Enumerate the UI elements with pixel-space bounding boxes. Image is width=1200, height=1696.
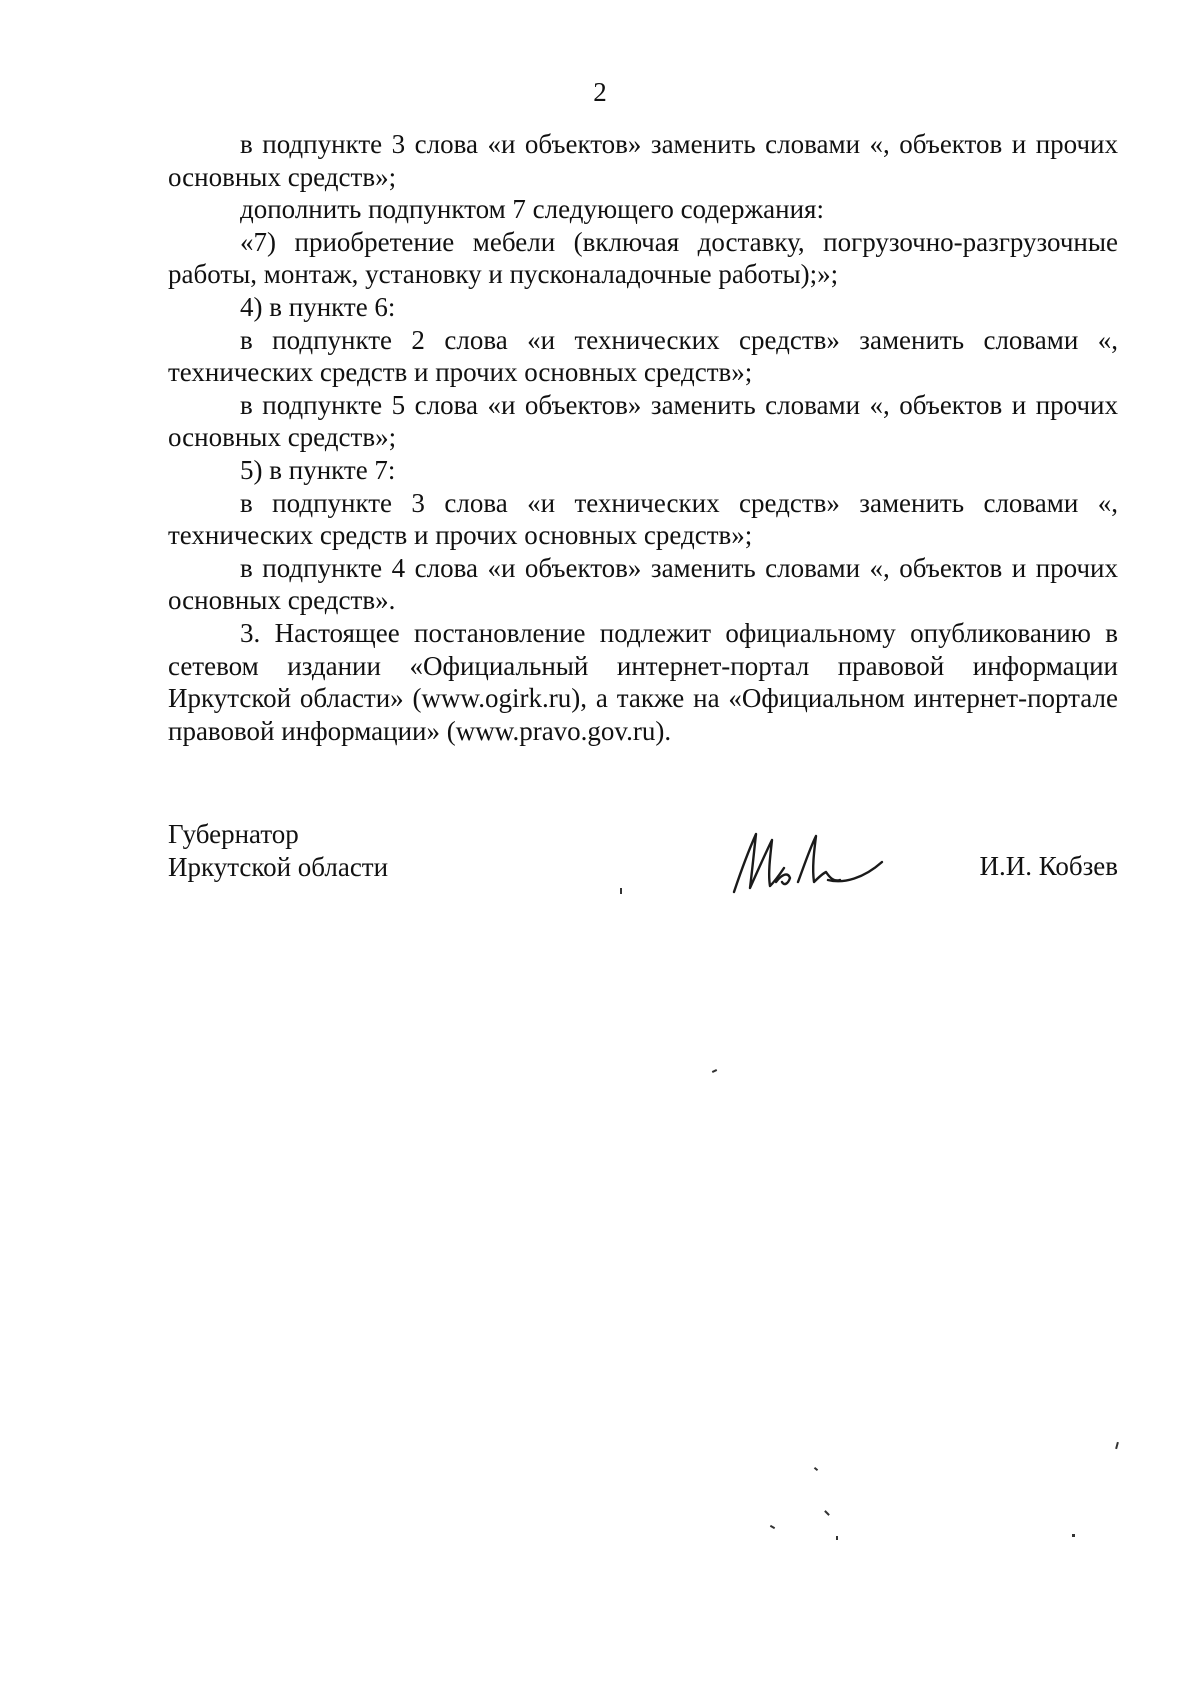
paragraph-3: «7) приобретение мебели (включая доставку, погрузочно-разгрузочные работы, монтаж, установку и пусконаладочные работы);»;: [168, 226, 1118, 290]
scan-speck: [836, 1536, 838, 1540]
paragraph-2: дополнить подпунктом 7 следующего содержания:: [240, 194, 824, 225]
scan-speck: [712, 1069, 717, 1073]
scan-speck: [770, 1525, 775, 1529]
signer-title-line1: Губернатор: [168, 819, 299, 849]
paragraph-7: 5) в пункте 7:: [240, 454, 396, 485]
signer-title: [168, 818, 388, 883]
handwritten-signature: [726, 822, 886, 898]
paragraph-1: в подпункте 3 слова «и объектов» заменить словами «, объектов и прочих основных средств»;: [168, 129, 1118, 192]
document-body: [168, 128, 1118, 747]
paragraph-8: в подпункте 3 слова «и технических средств» заменить словами «, технических средств и прочих основных средств»;: [168, 487, 1118, 551]
scan-speck: [1072, 1534, 1075, 1537]
page-number: 2: [593, 77, 607, 107]
paragraph-10: 3. Настоящее постановление подлежит официальному опубликованию в сетевом издании «Официальный интернет-портал правовой информации Иркутской области» (www.ogirk.ru), а также на «Официальном интернет-портале правовой информации» (www.pravo.gov.ru).: [168, 617, 1118, 746]
paragraph-5: в подпункте 2 слова «и технических средств» заменить словами «, технических средств и прочих основных средств»;: [168, 324, 1118, 388]
signer-title-line2: Иркутской области: [168, 851, 389, 882]
signer-name: И.И. Кобзев: [979, 851, 1118, 881]
scan-speck: [620, 888, 622, 894]
scan-speck: [814, 1467, 818, 1471]
paragraph-6: в подпункте 5 слова «и объектов» заменить словами «, объектов и прочих основных средств»;: [168, 389, 1118, 453]
scan-speck: [824, 1510, 830, 1516]
signature-block: [168, 818, 1118, 908]
scan-speck: [1115, 1442, 1119, 1449]
paragraph-4: 4) в пункте 6:: [240, 291, 396, 322]
paragraph-9: в подпункте 4 слова «и объектов» заменить словами «, объектов и прочих основных средств».: [168, 552, 1118, 616]
